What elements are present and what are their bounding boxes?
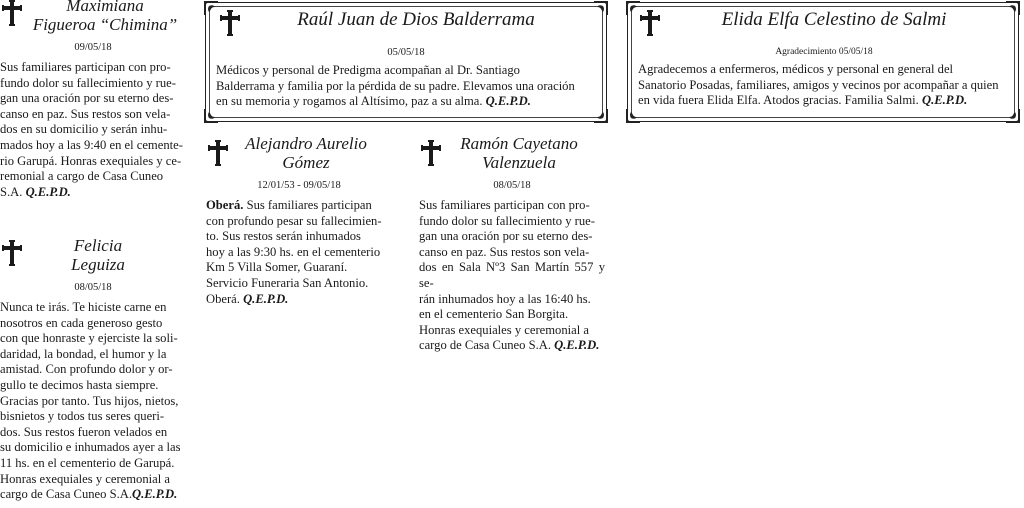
notice-name-line2: Figueroa “Chimina” xyxy=(32,15,178,34)
notice-body: Sus familiares participan con pro- fundo dolor su fallecimiento y rue- gan una oración por su eterno des- canso en paz. Sus restos son vela- dos en su domicilio y serán inhu- mados hoy a las 9:40 en el cemente- rio Garupá. Honras exequiales y ce- remonial a cargo de Casa Cuneo S.A. Q.E.P.D. xyxy=(0,60,183,199)
notice-date: 05/05/18 xyxy=(387,47,425,58)
corner-ornament-icon xyxy=(626,109,640,123)
cross-icon xyxy=(640,10,660,36)
notice-name-line2: Gómez xyxy=(282,153,330,172)
notice-raul xyxy=(216,8,596,110)
corner-ornament-icon xyxy=(594,109,608,123)
qepd-label: Q.E.P.D. xyxy=(485,94,531,109)
notice-date: 12/01/53 - 09/05/18 xyxy=(257,180,341,191)
notice-name-line1: Ramón Cayetano xyxy=(460,134,578,153)
notice-date: 08/05/18 xyxy=(74,282,112,293)
notice-name: Raúl Juan de Dios Balderrama xyxy=(297,9,535,30)
cross-icon xyxy=(421,140,441,166)
cross-icon xyxy=(208,140,228,166)
cross-icon xyxy=(220,10,240,36)
qepd-label: Q.E.P.D. xyxy=(243,291,289,306)
notice-name-line1: Maximiana xyxy=(66,0,144,15)
notice-name-line1: Felicia xyxy=(73,236,123,255)
notice-date: 09/05/18 xyxy=(74,42,112,53)
notice-felicia xyxy=(0,236,186,503)
corner-ornament-icon xyxy=(1006,109,1020,123)
notice-name-line1: Alejandro Aurelio xyxy=(245,134,367,153)
notice-ramon xyxy=(419,134,605,354)
corner-ornament-icon xyxy=(594,1,608,15)
notice-body: Sus familiares participan con pro- fundo dolor su fallecimiento y rue- gan una oración por su eterno des- canso en paz. Sus restos son vela- dos en Sala Nº3 San Martín 557 y se- rán inhumados hoy a las 16:40 hs. en el cementerio San Borgita. Honras exequiales y ceremonial a cargo de Casa Cuneo S.A. Q.E.P.D. xyxy=(419,198,605,353)
qepd-label: Q.E.P.D. xyxy=(131,487,178,502)
notice-elida xyxy=(638,8,1010,109)
notice-name-line2: Valenzuela xyxy=(482,153,556,172)
qepd-label: Q.E.P.D. xyxy=(554,338,600,353)
notice-name: Elida Elfa Celestino de Salmi xyxy=(721,9,947,30)
notice-date: Agradecimiento 05/05/18 xyxy=(775,47,873,57)
notice-alejandro xyxy=(206,134,392,307)
cross-icon xyxy=(2,240,22,266)
qepd-label: Q.E.P.D. xyxy=(25,184,71,199)
notice-body: Médicos y personal de Predigma acompañan al Dr. Santiago Balderrama y familia por la pérdida de su padre. Elevamos una oración en su memoria y rogamos al Altísimo, paz a su alma. Q.E.P.D. xyxy=(216,63,575,109)
notice-maximiana xyxy=(0,0,186,200)
notice-body: Agradecemos a enfermeros, médicos y personal en general del Sanatorio Posadas, familiares, amigos y vecinos por acompañar a quien en vida fuera Elida Elfa. Atodos gracias. Familia Salmi. Q.E.P.D. xyxy=(638,62,999,108)
notice-name-line2: Leguiza xyxy=(71,255,125,274)
notice-body: Nunca te irás. Te hiciste carne en nosotros en cada generoso gesto con que honraste y ejerciste la soli- daridad, la bondad, el humor y la amistad. Con profundo dolor y or- gullo te decimos hasta siempre. Gracias por tanto. Tus hijos, nietos, bisnietos y todos tus seres queri- dos. Sus restos fueron velados en su domicilio e inhumados ayer a las 11 hs. en el cementerio de Garupá. Honras exequiales y ceremonial a cargo de Casa Cuneo S.A.Q.E.P.D. xyxy=(0,300,181,502)
qepd-label: Q.E.P.D. xyxy=(922,93,968,108)
notice-body: Oberá. Sus familiares participan con profundo pesar su fallecimien- to. Sus restos serán inhumados hoy a las 9:30 hs. en el cementerio Km 5 Villa Somer, Guaraní. Servicio Funeraria San Antonio. Oberá. Q.E.P.D. xyxy=(206,198,382,306)
notice-lead-city: Oberá. xyxy=(206,198,244,212)
notice-date: 08/05/18 xyxy=(493,180,531,191)
cross-icon xyxy=(2,0,22,26)
corner-ornament-icon xyxy=(204,109,218,123)
